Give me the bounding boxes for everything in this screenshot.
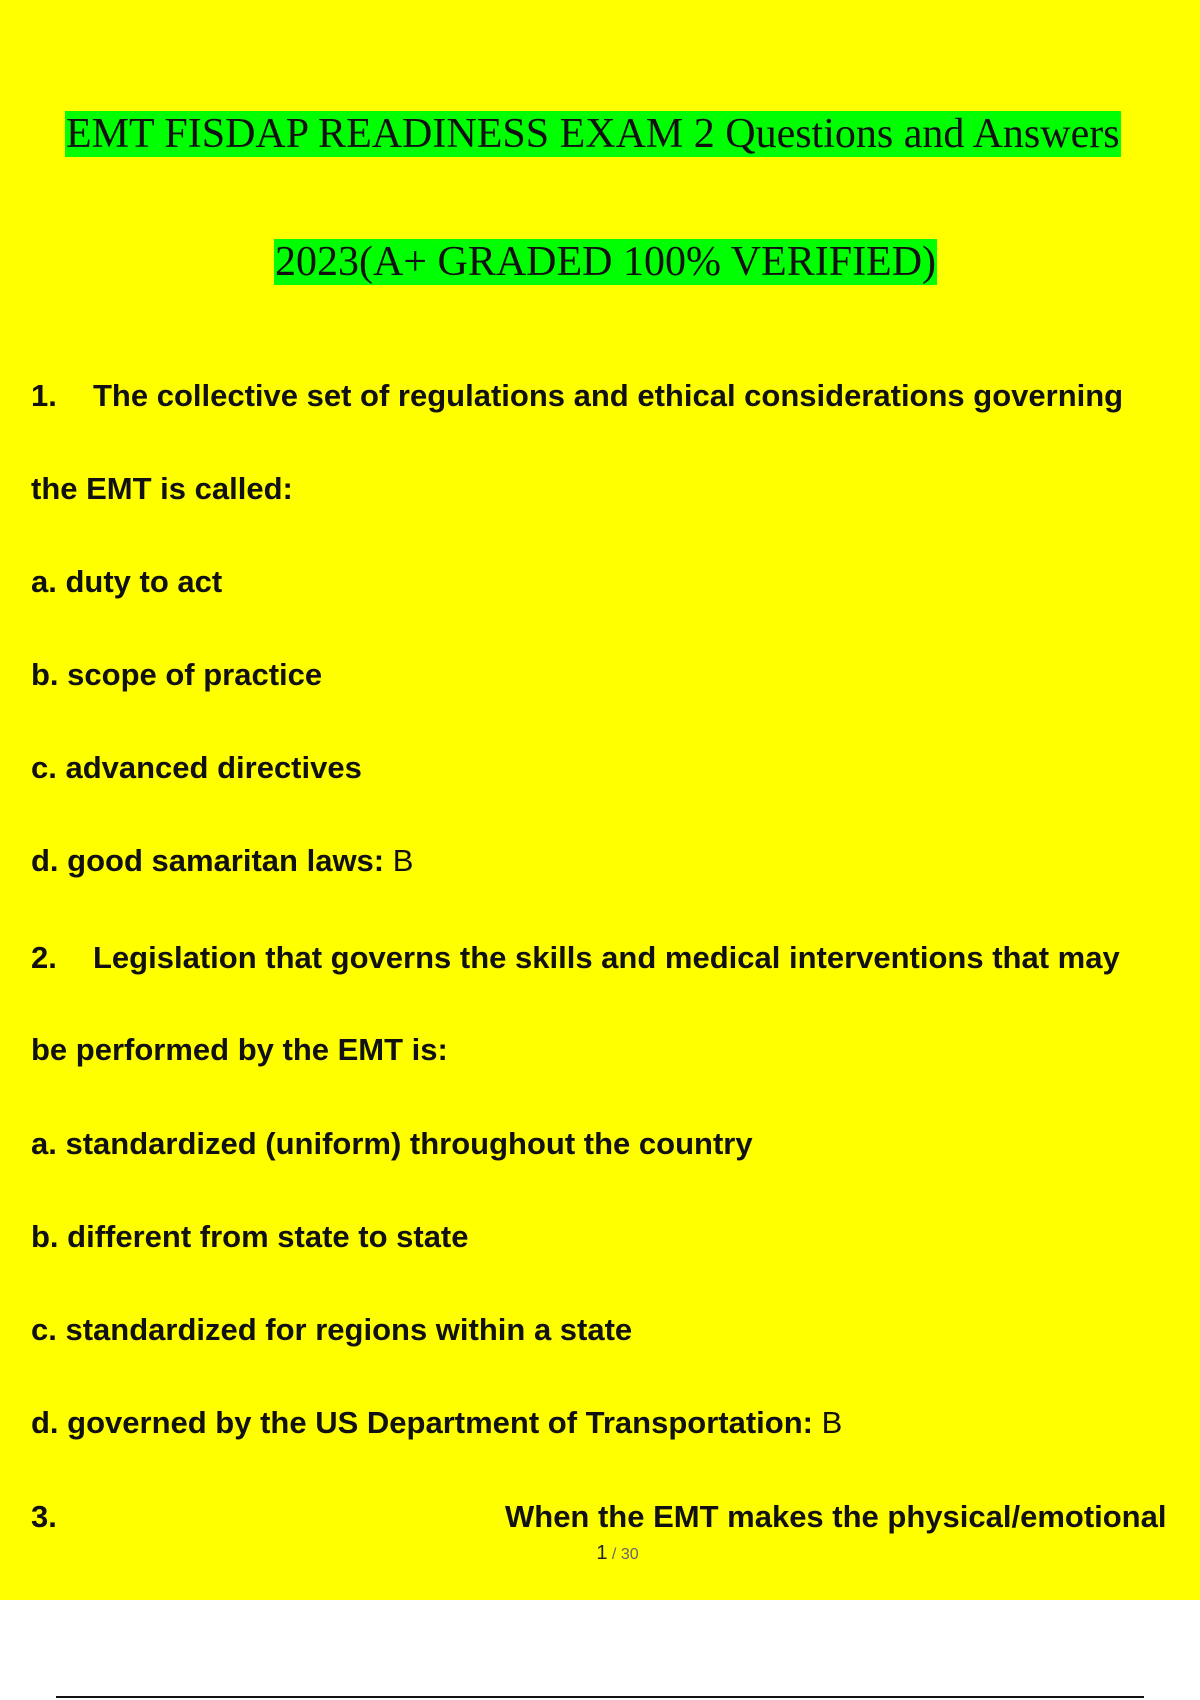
question-3-number: 3. xyxy=(31,1499,57,1534)
current-page-number: 1 xyxy=(596,1542,608,1564)
page-divider xyxy=(56,1696,1144,1698)
page-separator: / xyxy=(607,1546,621,1563)
question-2-line-2: be performed by the EMT is: xyxy=(31,1032,448,1067)
question-1-line-2: the EMT is called: xyxy=(31,471,293,506)
question-1-answer: B xyxy=(392,843,414,878)
question-1-line-1 xyxy=(31,378,1123,414)
document-title-line-2: 2023(A+ GRADED 100% VERIFIED) xyxy=(275,239,937,285)
question-2-option-d: d. governed by the US Department of Transportation: B xyxy=(31,1405,843,1440)
question-2-option-c: c. standardized for regions within a state xyxy=(31,1312,633,1347)
question-2-option-a: a. standardized (uniform) throughout the country xyxy=(31,1126,753,1161)
question-text: Legislation that governs the skills and medical interventions that may xyxy=(93,940,1120,975)
question-2-answer: B xyxy=(821,1405,843,1440)
question-number: 1. xyxy=(31,378,57,413)
question-2-option-b: b. different from state to state xyxy=(31,1219,469,1254)
question-3-text: When the EMT makes the physical/emotional xyxy=(505,1499,1167,1534)
question-1-option-d: d. good samaritan laws: B xyxy=(31,843,414,878)
page-counter xyxy=(0,1542,1200,1565)
question-2-line-1 xyxy=(31,940,1120,976)
question-1-option-b: b. scope of practice xyxy=(31,657,323,692)
document-title-line-1: EMT FISDAP READINESS EXAM 2 Questions and Answers xyxy=(66,111,1120,157)
question-1-option-a: a. duty to act xyxy=(31,564,223,599)
question-text: The collective set of regulations and ethical considerations governing xyxy=(93,378,1124,413)
question-1-option-c: c. advanced directives xyxy=(31,750,362,785)
total-pages: 30 xyxy=(620,1546,639,1563)
question-number: 2. xyxy=(31,940,57,975)
